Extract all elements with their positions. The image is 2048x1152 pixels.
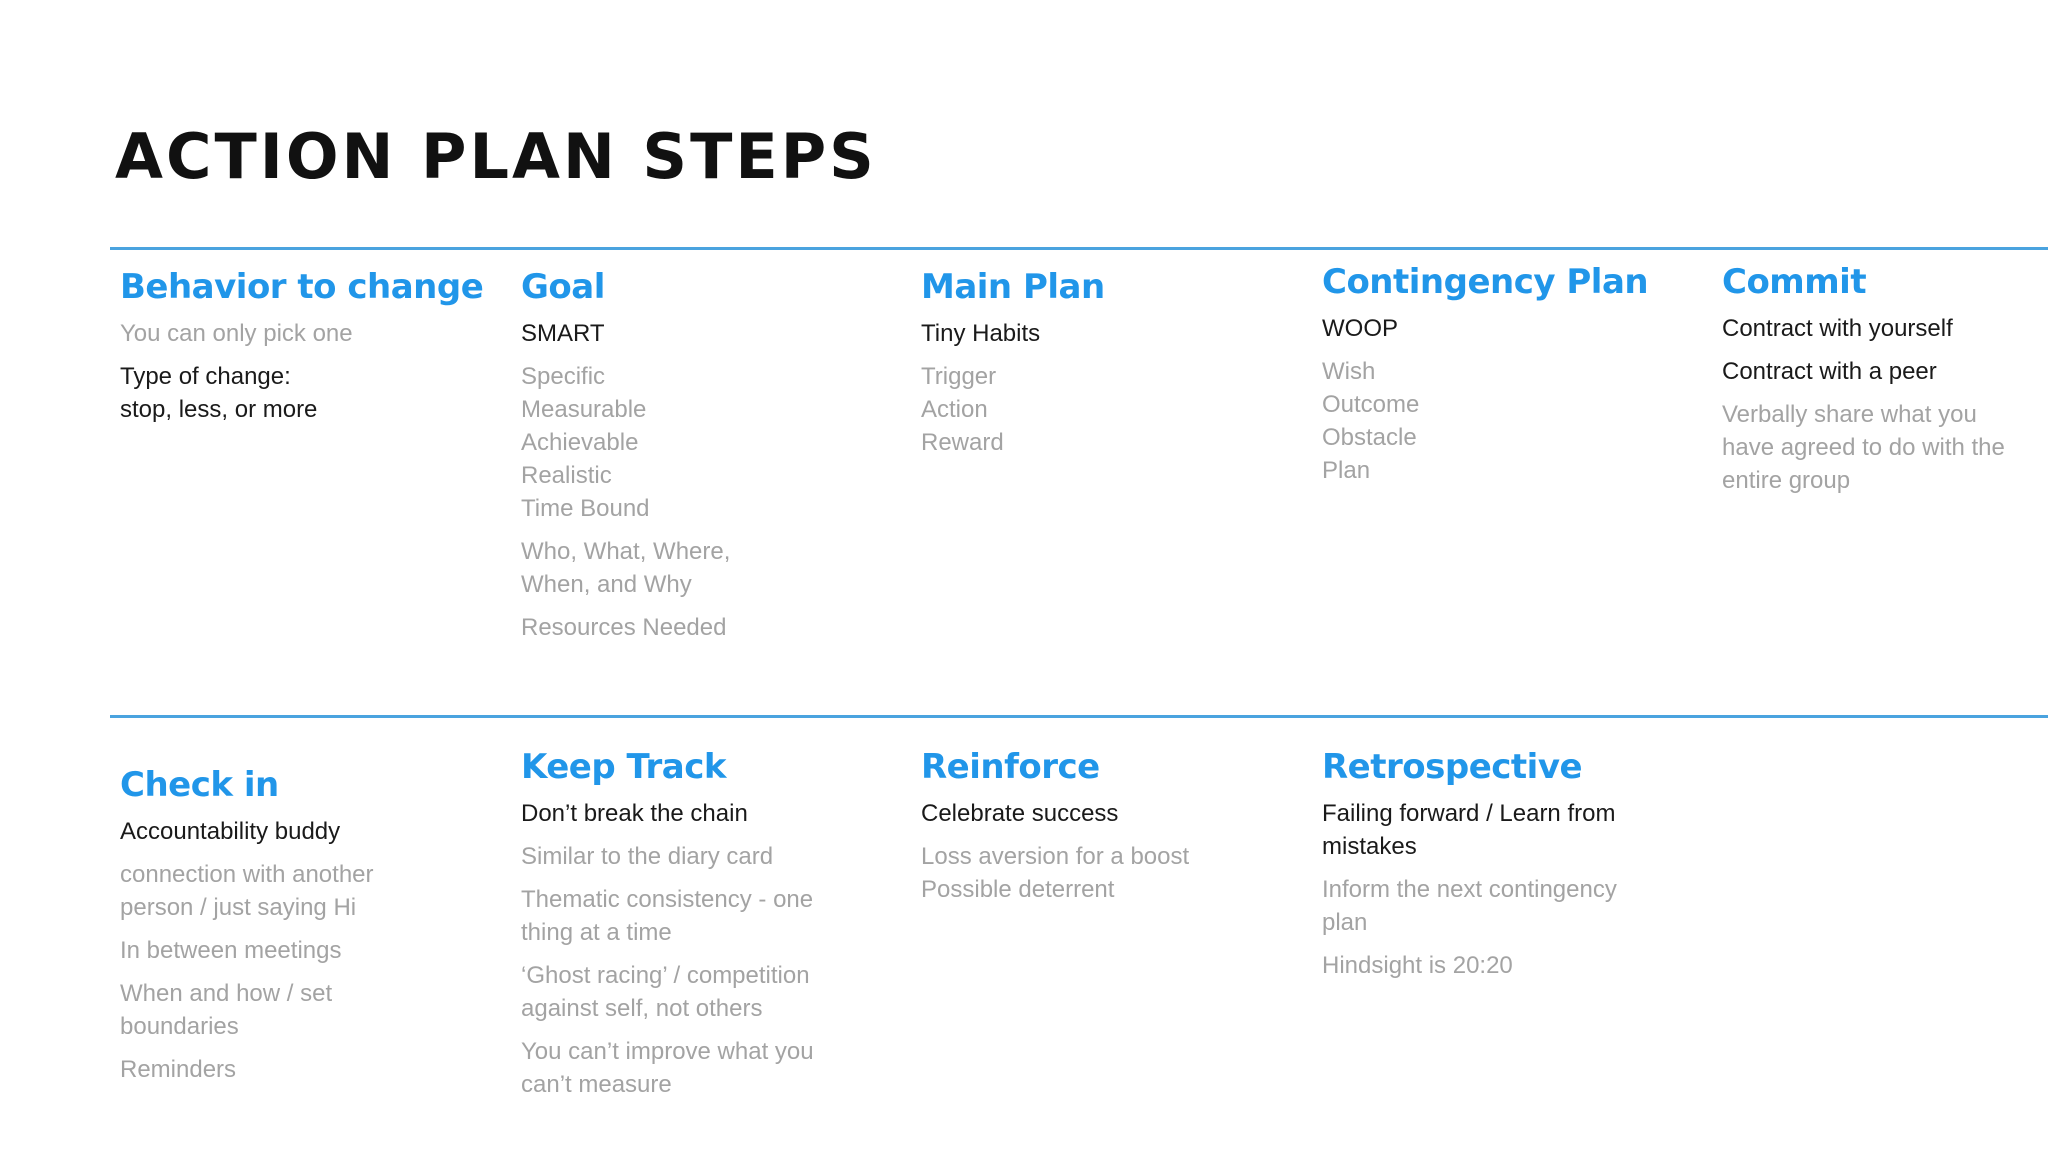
step-detail: Resources Needed	[521, 614, 727, 641]
step-check-in	[120, 763, 490, 1086]
step-detail: Reminders	[120, 1056, 237, 1083]
step-detail: Thematic consistency - one thing at a time	[521, 886, 814, 946]
step-subtitle: Don’t break the chain	[521, 800, 748, 827]
step-reinforce	[921, 745, 1291, 906]
step-detail: ‘Ghost racing’ / competition against self, not others	[521, 962, 810, 1022]
step-detail: Verbally share what you have agreed to do with the entire group	[1722, 401, 2005, 494]
step-subtitle: SMART	[521, 320, 605, 347]
step-subtitle: Accountability buddy	[120, 818, 341, 845]
step-subtitle: Failing forward / Learn from mistakes	[1322, 800, 1616, 860]
step-detail: In between meetings	[120, 937, 342, 964]
step-heading: Contingency Plan	[1322, 262, 1649, 302]
step-detail: Wish Outcome Obstacle Plan	[1322, 358, 1420, 484]
step-contingency-plan	[1322, 260, 1692, 487]
step-heading: Check in	[120, 765, 279, 805]
step-retrospective	[1322, 745, 1692, 982]
step-heading: Behavior to change	[120, 267, 484, 307]
step-detail: connection with another person / just saying Hi	[120, 861, 374, 921]
step-detail: Inform the next contingency plan	[1322, 876, 1617, 936]
page-title: ACTION PLAN STEPS	[115, 120, 877, 193]
step-heading: Commit	[1722, 262, 1867, 302]
step-detail: Specific Measurable Achievable Realistic Time Bound	[521, 363, 650, 522]
step-subtitle: Tiny Habits	[921, 320, 1041, 347]
step-detail: When and how / set boundaries	[120, 980, 333, 1040]
middle-divider	[110, 715, 2048, 718]
step-subtitle: Contract with a peer	[1722, 358, 1937, 385]
step-goal	[521, 265, 891, 644]
step-detail: You can’t improve what you can’t measure	[521, 1038, 814, 1098]
step-detail: Trigger Action Reward	[921, 363, 1004, 456]
step-detail: Who, What, Where, When, and Why	[521, 538, 731, 598]
step-heading: Main Plan	[921, 267, 1105, 307]
step-detail: Similar to the diary card	[521, 843, 774, 870]
top-divider	[110, 247, 2048, 250]
step-keep-track	[521, 745, 891, 1101]
step-detail: Hindsight is 20:20	[1322, 952, 1513, 979]
step-commit	[1722, 260, 2042, 497]
step-heading: Keep Track	[521, 747, 726, 787]
step-main-plan	[921, 265, 1291, 459]
step-subtitle: WOOP	[1322, 315, 1398, 342]
step-detail: Loss aversion for a boost Possible deterrent	[921, 843, 1190, 903]
step-behavior-to-change	[120, 265, 490, 426]
step-subtitle: Contract with yourself	[1722, 315, 1953, 342]
step-subtitle: Type of change: stop, less, or more	[120, 363, 318, 423]
step-heading: Reinforce	[921, 747, 1100, 787]
step-heading: Goal	[521, 267, 605, 307]
step-heading: Retrospective	[1322, 747, 1583, 787]
step-subtitle: Celebrate success	[921, 800, 1119, 827]
step-detail: You can only pick one	[120, 320, 353, 347]
